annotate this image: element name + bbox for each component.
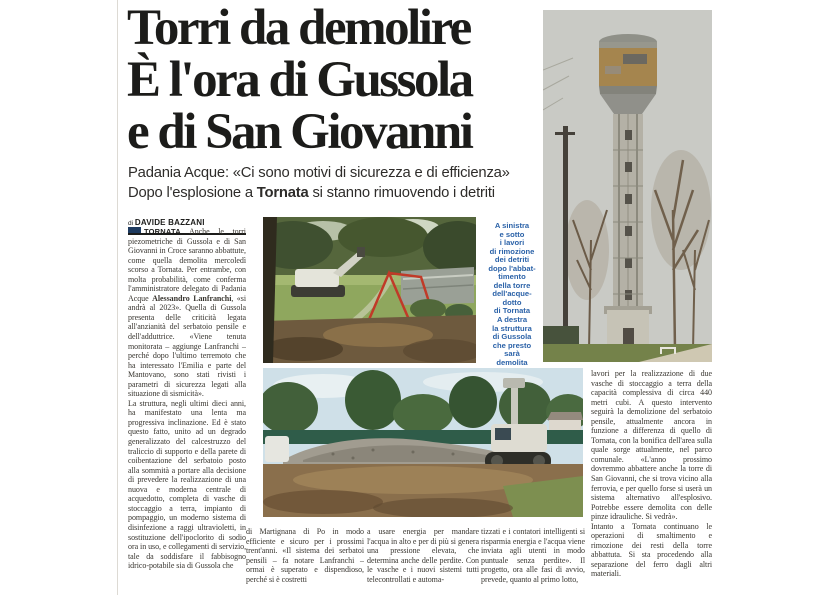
photo-rubble-removal — [263, 368, 583, 517]
playground-photo-illustration — [263, 217, 476, 363]
subhead-line2-pre: Dopo l'esplosione a — [128, 185, 257, 201]
byline-author: DAVIDE BAZZANI — [134, 218, 205, 227]
column1-bold-name: Alessandro Lanfranchi — [152, 293, 232, 303]
article-subhead — [128, 163, 568, 203]
caption-line: della torre — [493, 280, 531, 290]
headline-line-1: Torri da demolire — [127, 0, 470, 56]
caption-line: e sotto — [499, 229, 525, 239]
article-column-1 — [128, 227, 246, 585]
caption-line: che presto — [492, 340, 532, 350]
photo-water-tower-gussola — [543, 10, 712, 362]
article-bottom-column-3: tizzati e i contatori intelligenti si risparmia energia e l'acqua viene inviata agli utenti in modo puntuale senza perdite». Il progetto, ora alle fasi di avvio, prevede, quanto al primo lotto, — [481, 527, 585, 584]
page-column-rule — [117, 0, 118, 595]
photo-demolition-playground — [263, 217, 476, 363]
caption-line: i lavori — [499, 238, 525, 248]
caption-line: demolita — [496, 357, 528, 367]
headline-line-2: È l'ora di Gussola — [127, 52, 472, 108]
caption-line: A sinistra — [494, 221, 530, 230]
caption-line: dell'acque- — [492, 289, 532, 299]
caption-line: dotto — [502, 297, 522, 307]
column1-text-a: Anche le torri piezometriche di Gussola e di San Giovanni in Croce saranno abbattute, come quella demolita mercoledì scorso a Tornata. Per entrambe, con molta probabilità, come conferma l'amministratore delegato di Padania Acque — [128, 227, 246, 303]
photo-caption — [483, 222, 541, 367]
column1-text-b: , «si andrà al 2023». Quella di Gussola presenta delle criticità legata all'anzianità del serbatoio pensile e dell'adduttrice. «Viene tenuta monitorata – aggiunge Lanfranchi – perché dopo l'ultimo terremoto che ha interessato l'Emilia e parte del Mantovano, sono stati rivisti i parametri di sicurezza legati alla situazione di sismicità». — [128, 293, 246, 399]
subhead-line2-post: si stanno rimuovendo i detriti — [308, 185, 495, 201]
caption-line: di Gussola — [492, 332, 532, 342]
subhead-line2-bold: Tornata — [256, 185, 309, 201]
caption-line: timento — [498, 272, 526, 282]
article-headline — [127, 2, 557, 158]
section-square-icon — [128, 227, 141, 233]
caption-line: dei detriti — [494, 255, 530, 265]
article-bottom-column-1: di Martignana di Po in modo efficiente e sicuro per i prossimi trent'anni. «Il sistema dei serbatoi pensili – fa notare Lanfranchi – ormai è superato e dispendioso, perché si è costretti — [246, 527, 364, 584]
rubble-photo-illustration — [263, 368, 583, 517]
caption-line: di Tornata — [493, 306, 531, 316]
caption-line: sarà — [504, 349, 520, 359]
water-tower-photo-illustration — [543, 10, 712, 362]
byline-prefix: di — [128, 220, 135, 227]
subhead-line-2 — [128, 183, 568, 203]
right-column-paragraph-2: Intanto a Tornata continuano le operazioni di smaltimento e rimozione dei resti della torre abbattuta. Si sta procedendo alla separazione del ferro dagli altri materiali. — [591, 521, 712, 579]
column1-paragraph-1 — [128, 227, 246, 399]
column1-paragraph-2: La struttura, negli ultimi dieci anni, ha manifestato una lenta ma progressiva inclinazione. Ed è stato questo fatto, unito ad un degrado generalizzato del calcestruzzo del traliccio di supporto e della parete di coibentazione del serbatoio posto alla sommità a portare alla decisione di prevedere la realizzazione di una nuova e moderna centrale di acquedotto, completa di vasche di stoccaggio a terra, impianto di pompaggio, un moderno sistema di disinfezione a raggi ultravioletti, in sostituzione dell'ipoclorito di sodio ora in uso, e collegamenti di servizio, tale da soddisfare il fabbisogno idrico-potabile sia di Gussola che — [128, 398, 246, 571]
caption-line: A destra — [496, 315, 528, 325]
article-bottom-column-2: a usare energia per mandare l'acqua in alto e per di più si genera una pressione elevata, che determina anche delle perdite. Con le vasche e i nuovi sistemi tutti telecontrollati e automa- — [367, 527, 479, 584]
right-column-paragraph-1: lavori per la realizzazione di due vasche di stoccaggio a terra della capacità complessiva di circa 440 metri cubi. A questo intervento seguirà la demolizione del serbatoio pensile, attualmente ancora in funzione a differenza di quello di Tornata, con la bonifica dell'area sulla quale sorge attualmente, nel parco comunale. «L'anno prossimo dovremmo abbattere anche la torre di San Giovanni, che si trova vicino alla ferrovia, e per quello forse si userà un sistema alternativo all'esplosivo. Potrebbe essere demolita con delle pinze idrauliche. Si vedrà». — [591, 369, 712, 522]
caption-line: la struttura — [492, 323, 532, 333]
caption-line: di rimozione — [489, 246, 535, 256]
caption-line: dopo l'abbat- — [488, 263, 536, 273]
section-tag: TORNATA — [144, 227, 181, 236]
article-right-column — [591, 369, 712, 595]
subhead-line-1: Padania Acque: «Ci sono motivi di sicurezza e di efficienza» — [128, 165, 510, 181]
headline-line-3: e di San Giovanni — [127, 104, 472, 160]
